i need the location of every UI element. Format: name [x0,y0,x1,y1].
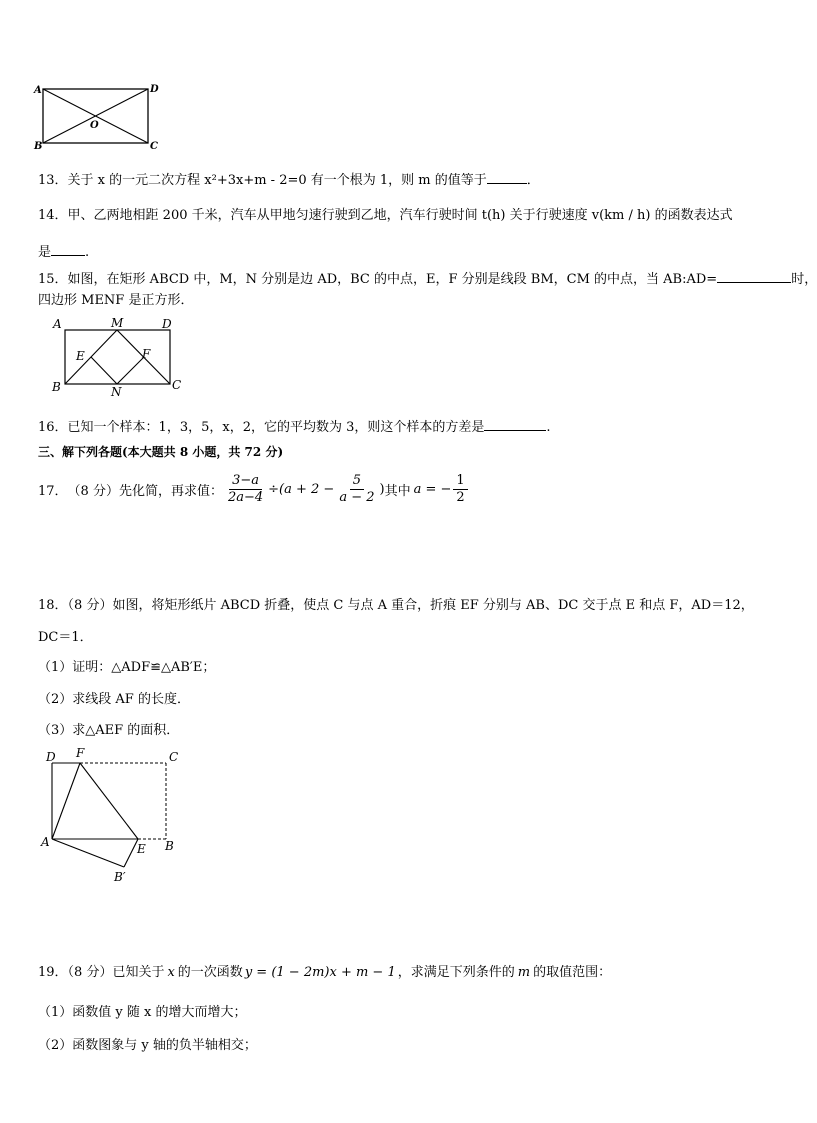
q17-frac1-num: 3−a [229,473,262,490]
label-a: A [53,317,62,331]
q16-text: 已知一个样本：1，3，5，x，2，它的平均数为 3，则这个样本的方差是 [67,420,485,435]
question-14-line2 [38,241,89,260]
q17-fraction-2 [336,473,377,506]
q19-mid: 的一次函数 [177,965,243,980]
q15-line1-after: 时， [791,272,817,287]
question-18 [38,594,754,613]
q17-where: 其中 [384,484,411,499]
q14-line1: 甲、乙两地相距 200 千米，汽车从甲地匀速行驶到乙地，汽车行驶时间 t(h) 关于行驶速度 v(km / h) 的函数表达式 [67,208,733,223]
q17-prefix: （8 分）先化简，再求值： [67,484,223,499]
q17-frac1-den: 2a−4 [227,490,264,505]
q17-frac2-den: a − 2 [339,490,375,505]
question-17 [38,473,470,506]
question-16 [38,416,551,435]
question-15 [38,268,817,287]
q15-line1: 如图，在矩形 ABCD 中，M，N 分别是边 AD，BC 的中点，E，F 分别是线段 BM，CM 的中点，当 AB:AD= [67,272,718,287]
question-13 [38,169,540,188]
q18-sub3: （3）求△AEF 的面积． [38,723,180,738]
q19-m: m [517,965,531,980]
q18-sub1: （1）证明：△ADF≌△AB′E； [38,660,216,675]
q17-frac3-den: 2 [456,490,465,505]
label-c: C [150,141,158,152]
line-ab-prime [52,839,124,867]
q14-line2-prefix: 是 [38,245,52,260]
question-15-line2: 四边形 MENF 是正方形． [38,293,194,308]
label-o: O [90,120,99,131]
q19-formula: y = (1 − 2m)x + m − 1 [244,965,396,980]
section-3-heading: 三、解下列各题(本大题共 8 小题，共 72 分) [38,445,284,459]
label-c: C [169,750,179,764]
label-m: M [111,316,124,330]
label-f: F [142,347,151,361]
q13-text: 关于 x 的一元二次方程 x²+3x+m - 2=0 有一个根为 1，则 m 的值等于 [67,173,487,188]
q19-number: 19． [38,965,68,980]
q14-line2-suffix: . [85,245,90,260]
label-a: A [41,835,50,849]
question-14 [38,204,733,223]
q18-sub2: （2）求线段 AF 的长度． [38,692,190,707]
label-c: C [172,378,182,392]
q13-answer-blank[interactable] [487,171,527,184]
crease-fe [80,763,138,839]
q16-answer-blank[interactable] [484,418,546,431]
q18-fold-figure [38,745,188,887]
q16-end: . [546,420,551,435]
q18-line1: （8 分）如图，将矩形纸片 ABCD 折叠，使点 C 与点 A 重合，折痕 EF 分别与 AB、DC 交于点 E 和点 F，AD＝12， [67,598,754,613]
q13-end: ． [526,173,540,188]
q15-answer-blank[interactable] [717,270,791,283]
label-b: B [52,380,61,394]
q17-number: 17． [38,484,68,499]
q19-sub1: （1）函数值 y 随 x 的增大而增大； [38,1005,247,1020]
q18-line2: DC＝1． [38,630,93,645]
q17-close: ) [379,482,385,497]
q19-suffix: ，求满足下列条件的 [397,965,515,980]
label-n: N [111,385,122,399]
q19-prefix: （8 分）已知关于 [67,965,165,980]
q19-sub2: （2）函数图象与 y 轴的负半轴相交； [38,1038,257,1053]
q17-frac3-num: 1 [453,473,467,490]
q19-suffix2: 的取值范围： [533,965,612,980]
label-e: E [76,349,85,363]
q17-frac2-num: 5 [350,473,364,490]
question-19 [38,961,611,980]
q15-number: 15． [38,272,68,287]
label-e: E [137,842,146,856]
q16-number: 16． [38,420,68,435]
q14-answer-blank[interactable] [51,243,85,256]
q19-x: x [167,965,175,980]
q14-number: 14． [38,208,68,223]
label-f: F [76,746,85,760]
q17-fraction-3 [453,473,467,506]
q17-div-op: ÷ [268,482,280,497]
q13-number: 13． [38,173,68,188]
q15-figure [48,314,188,399]
label-b: B [34,141,43,152]
label-d: D [150,84,159,95]
label-b: B [165,839,174,853]
label-d: D [46,750,56,764]
line-af [52,763,80,839]
q17-a-eq: a = − [413,482,452,497]
q18-number: 18． [38,598,68,613]
label-a: A [34,85,42,96]
label-d: D [162,317,172,331]
q17-fraction-1 [225,473,266,506]
q17-mid: (a + 2 − [279,482,335,497]
line-fn [117,357,144,384]
rectangle-diagonals-figure [32,80,172,152]
line-b-prime-e [124,839,138,867]
line-en [91,357,117,384]
label-b-prime: B′ [114,870,126,884]
